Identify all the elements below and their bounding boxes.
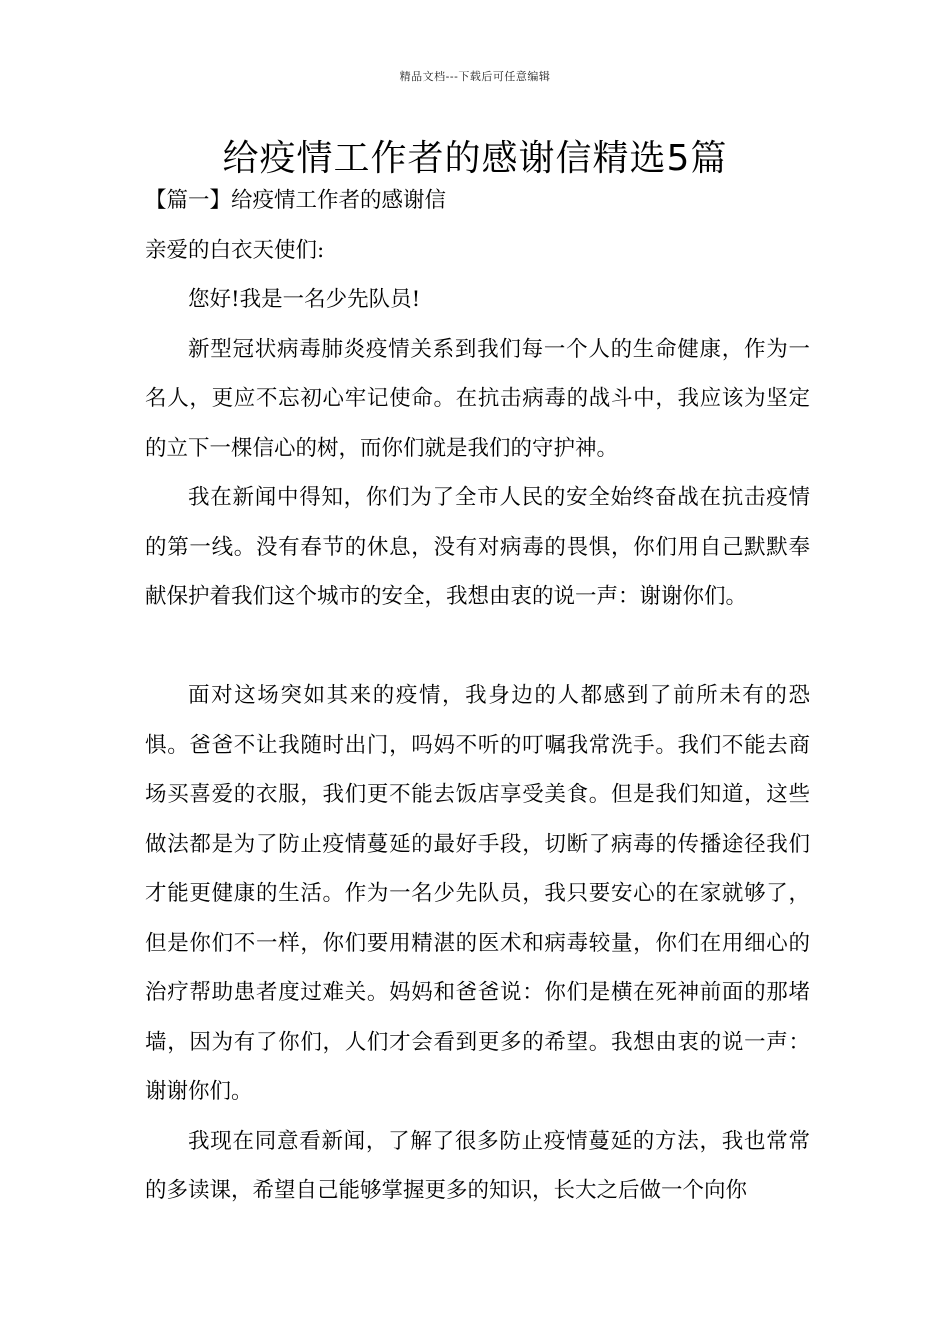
paragraph: 我现在同意看新闻，了解了很多防止疫情蔓延的方法，我也常常的多读课，希望自己能够掌握更多的知识，长大之后做一个向你 — [145, 1128, 810, 1203]
paragraph: 面对这场突如其来的疫情，我身边的人都感到了前所未有的恐惧。爸爸不让我随时出门，吗妈不听的叮嘱我常洗手。我们不能去商场买喜爱的衣服，我们更不能去饭店享受美食。但是我们知道，这些做法都是为了防止疫情蔓延的最好手段，切断了病毒的传播途径我们才能更健康的生活。作为一名少先队员，我只要安心的在家就够了，但是你们不一样，你们要用精湛的医术和病毒较量，你们在用细心的治疗帮助患者度过难关。妈妈和爸爸说：你们是横在死神前面的那堵墙，因为有了你们，人们才会看到更多的希望。我想由衷的说一声：谢谢你们。 — [145, 683, 810, 1104]
paragraph: 新型冠状病毒肺炎疫情关系到我们每一个人的生命健康，作为一名人，更应不忘初心牢记使命。在抗击病毒的战斗中，我应该为坚定的立下一棵信心的树，而你们就是我们的守护神。 — [145, 336, 810, 461]
letter-body — [145, 275, 810, 1216]
paragraph: 我在新闻中得知，你们为了全市人民的安全始终奋战在抗击疫情的第一线。没有春节的休息，没有对病毒的畏惧，你们用自己默默奉献保护着我们这个城市的安全，我想由衷的说一声：谢谢你们。 — [145, 485, 810, 609]
salutation: 亲爱的白衣天使们: — [145, 238, 325, 263]
paragraph-greeting: 您好!我是一名少先队员! — [188, 287, 421, 312]
header-note: 精品文档---下载后可任意编辑 — [399, 70, 551, 83]
section-heading: 【篇一】给疫情工作者的感谢信 — [145, 188, 447, 213]
document-title: 给疫情工作者的感谢信精选5篇 — [222, 138, 728, 179]
paragraph-spacer — [145, 622, 810, 672]
